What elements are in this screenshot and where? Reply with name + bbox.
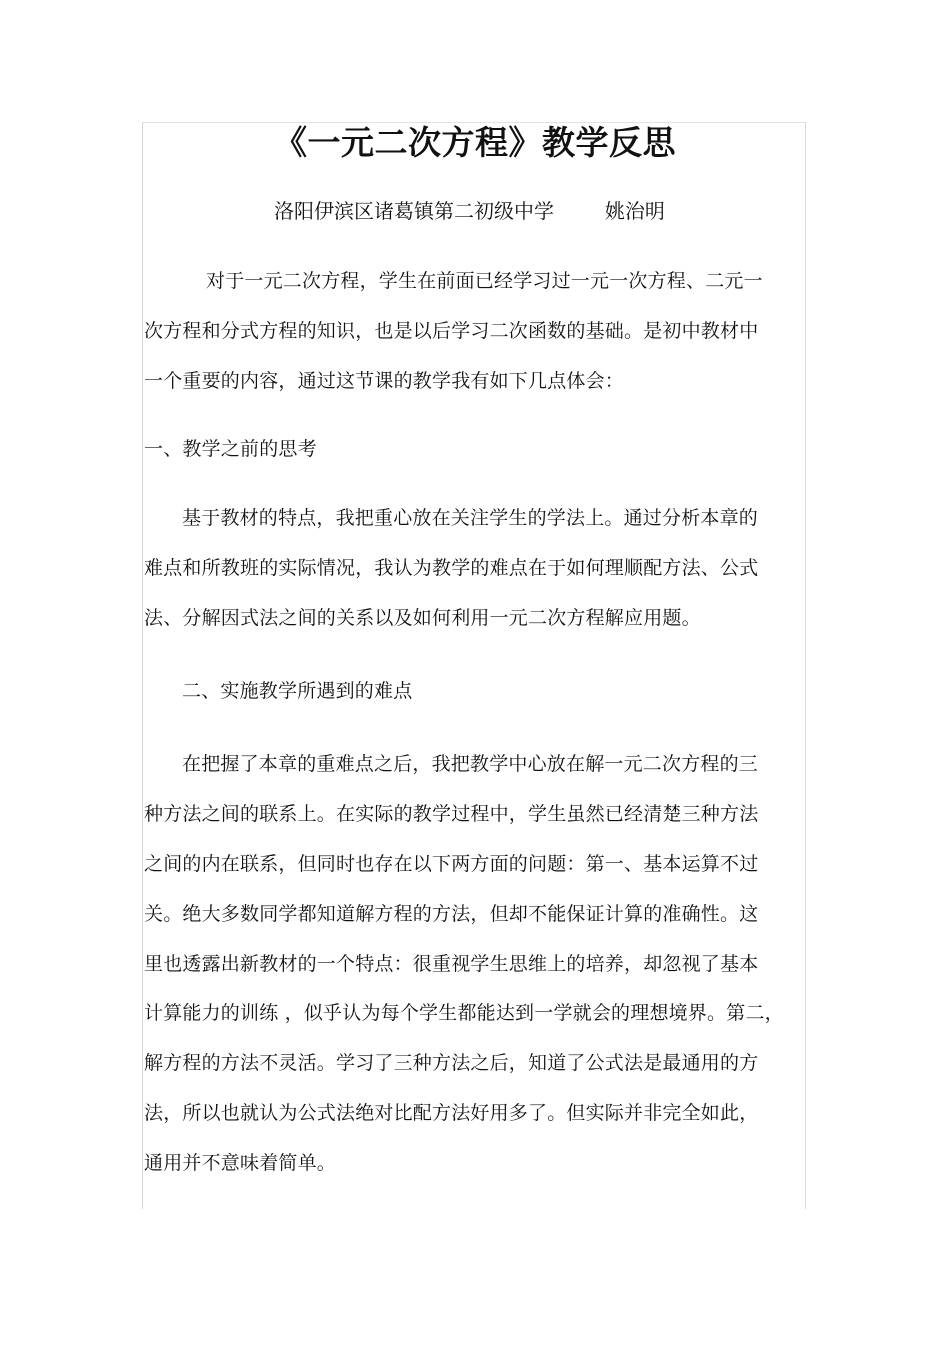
paragraph-line: 难点和所教班的实际情况，我认为教学的难点在于如何理顺配方法、公式	[144, 557, 759, 579]
paragraph-line: 里也透露出新教材的一个特点：很重视学生思维上的培养，却忽视了基本	[144, 953, 759, 975]
paragraph-line: 计算能力的训练 ，似乎认为每个学生都能达到一学就会的理想境界。第二，	[144, 1002, 784, 1024]
author-line: 洛阳伊滨区诸葛镇第二初级中学 姚治明	[274, 199, 665, 223]
section-heading: 二、实施教学所遇到的难点	[182, 680, 413, 702]
paragraph-line: 对于一元二次方程，学生在前面已经学习过一元一次方程、二元一	[206, 270, 763, 292]
paragraph-line: 种方法之间的联系上。在实际的教学过程中，学生虽然已经清楚三种方法	[144, 803, 759, 825]
paragraph-line: 解方程的方法不灵活。学习了三种方法之后，知道了公式法是最通用的方	[144, 1052, 759, 1074]
document-title: 《一元二次方程》教学反思	[274, 123, 676, 162]
paragraph-line: 法、分解因式法之间的关系以及如何利用一元二次方程解应用题。	[144, 607, 701, 629]
paragraph-line: 关。绝大多数同学都知道解方程的方法，但却不能保证计算的准确性。这	[144, 903, 759, 925]
paragraph-line: 之间的内在联系，但同时也存在以下两方面的问题：第一、基本运算不过	[144, 853, 759, 875]
paragraph-line: 一个重要的内容，通过这节课的教学我有如下几点体会：	[144, 370, 625, 392]
section-heading: 一、教学之前的思考	[144, 438, 317, 460]
paragraph-line: 法，所以也就认为公式法绝对比配方法好用多了。但实际并非完全如此，	[144, 1102, 759, 1124]
paragraph-line: 在把握了本章的重难点之后，我把教学中心放在解一元二次方程的三	[182, 753, 759, 775]
paragraph-line: 通用并不意味着简单。	[144, 1152, 337, 1174]
paragraph-line: 次方程和分式方程的知识，也是以后学习二次函数的基础。是初中教材中	[144, 320, 759, 342]
paragraph-line: 基于教材的特点，我把重心放在关注学生的学法上。通过分析本章的	[182, 507, 759, 529]
